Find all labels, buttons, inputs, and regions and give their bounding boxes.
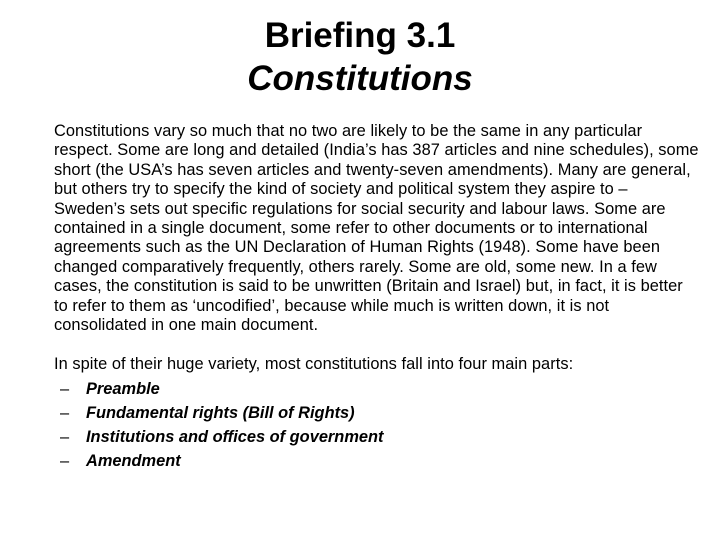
list-item-label: Amendment	[86, 451, 181, 470]
body-text	[54, 122, 700, 473]
dash-bullet: –	[60, 451, 70, 470]
list-item-institutions	[54, 425, 700, 449]
slide-title: Briefing 3.1	[264, 16, 456, 55]
list-item-fundamental-rights	[54, 401, 700, 425]
title-block	[0, 14, 720, 100]
dash-bullet: –	[60, 403, 70, 422]
list-item-label: Fundamental rights (Bill of Rights)	[86, 403, 355, 422]
paragraph-four-parts-intro: In spite of their huge variety, most constitutions fall into four main parts:	[54, 355, 574, 374]
list-item-label: Institutions and offices of government	[86, 427, 384, 446]
list-item-preamble	[54, 377, 700, 401]
constitution-parts-list	[54, 377, 700, 473]
paragraph-constitution-variety: Constitutions vary so much that no two are likely to be the same in any particular respect. Some are long and detailed (India’s has 387 articles and nine schedules), some short (the USA’s has seven articles and twenty-seven amendments). Many are general, but others try to specify the kind of society and political system they aspire to – Sweden’s sets out specific regulations for social security and labour laws. Some are contained in a single document, some refer to other documents or to international agreements such as the UN Declaration of Human Rights (1948). Some have been changed comparatively frequently, others rarely. Some are old, some new. In a few cases, the constitution is said to be unwritten (Britain and Israel) but, in fact, it is better to refer to them as ‘uncodified’, because while much is written down, it is not consolidated in one main document.	[54, 122, 699, 335]
dash-bullet: –	[60, 427, 70, 446]
list-item-amendment	[54, 449, 700, 473]
slide-subtitle: Constitutions	[247, 59, 473, 98]
list-item-label: Preamble	[86, 379, 160, 398]
dash-bullet: –	[60, 379, 70, 398]
